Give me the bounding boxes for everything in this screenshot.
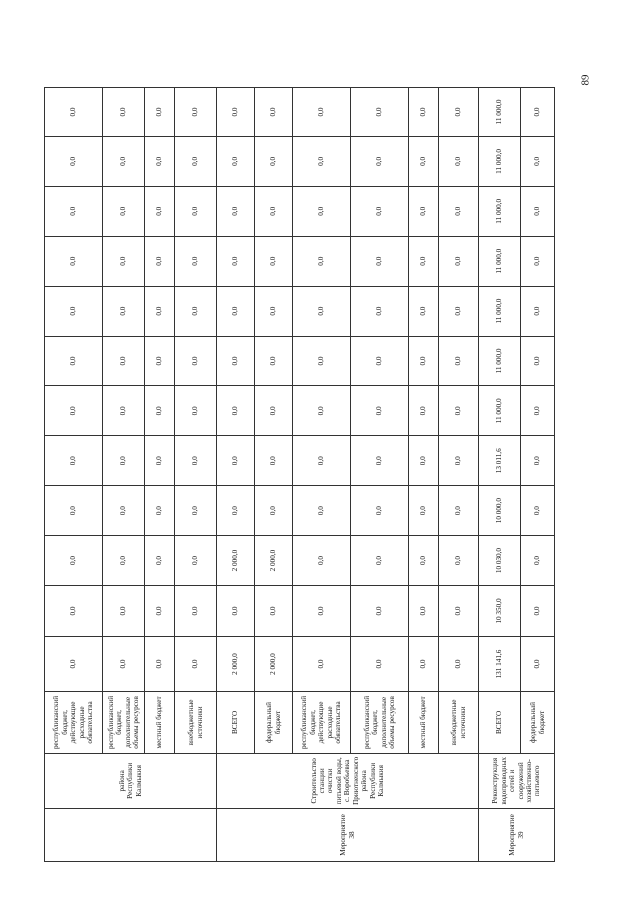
- value-cell: 0,0: [439, 186, 479, 236]
- value-cell: 0,0: [293, 636, 351, 691]
- value-cell: 0,0: [217, 585, 255, 636]
- table-row: [103, 88, 145, 862]
- value-cell: 0,0: [521, 386, 555, 436]
- value-cell: 0,0: [351, 336, 409, 386]
- value-cell: 0,0: [293, 585, 351, 636]
- value-cell: 0,0: [521, 186, 555, 236]
- table-row: [293, 88, 351, 862]
- value-cell: 0,0: [45, 336, 103, 386]
- budget-table: [44, 87, 555, 862]
- value-cell: 0,0: [103, 536, 145, 586]
- value-cell: 0,0: [217, 486, 255, 536]
- value-cell: 0,0: [145, 585, 175, 636]
- value-cell: 0,0: [45, 386, 103, 436]
- value-cell: 0,0: [293, 88, 351, 137]
- value-cell: 11 000,0: [479, 236, 521, 286]
- funding-source-cell: федеральный бюджет: [255, 692, 293, 754]
- value-cell: 0,0: [175, 136, 217, 186]
- value-cell: 0,0: [351, 136, 409, 186]
- value-cell: 0,0: [293, 336, 351, 386]
- value-cell: 0,0: [351, 386, 409, 436]
- value-cell: 0,0: [293, 536, 351, 586]
- value-cell: 0,0: [409, 636, 439, 691]
- event-cell: [45, 808, 217, 861]
- value-cell: 0,0: [521, 636, 555, 691]
- value-cell: 0,0: [145, 88, 175, 137]
- value-cell: 0,0: [521, 585, 555, 636]
- value-cell: 0,0: [217, 386, 255, 436]
- value-cell: 0,0: [255, 336, 293, 386]
- value-cell: 0,0: [45, 486, 103, 536]
- value-cell: 0,0: [217, 186, 255, 236]
- value-cell: 0,0: [255, 286, 293, 336]
- funding-source-cell: федеральный бюджет: [521, 692, 555, 754]
- value-cell: 0,0: [103, 136, 145, 186]
- value-cell: 0,0: [103, 436, 145, 486]
- value-cell: 0,0: [175, 536, 217, 586]
- value-cell: 0,0: [45, 436, 103, 486]
- value-cell: 0,0: [45, 88, 103, 137]
- value-cell: 0,0: [409, 486, 439, 536]
- value-cell: 0,0: [217, 136, 255, 186]
- value-cell: 0,0: [217, 88, 255, 137]
- value-cell: 10 350,0: [479, 585, 521, 636]
- value-cell: 0,0: [45, 186, 103, 236]
- description-cell: района Республики Калмыкия: [45, 753, 217, 808]
- value-cell: 0,0: [145, 136, 175, 186]
- value-cell: 0,0: [175, 186, 217, 236]
- funding-source-cell: республиканский бюджет, дополнительные объемы ресурсов: [351, 692, 409, 754]
- value-cell: 0,0: [255, 136, 293, 186]
- value-cell: 0,0: [45, 536, 103, 586]
- value-cell: 0,0: [521, 486, 555, 536]
- value-cell: 13 011,6: [479, 436, 521, 486]
- table-row: [479, 88, 521, 862]
- value-cell: 0,0: [439, 386, 479, 436]
- value-cell: 0,0: [45, 286, 103, 336]
- value-cell: 0,0: [103, 336, 145, 386]
- value-cell: 0,0: [145, 636, 175, 691]
- value-cell: 0,0: [103, 486, 145, 536]
- value-cell: 0,0: [409, 136, 439, 186]
- value-cell: 0,0: [175, 286, 217, 336]
- value-cell: 0,0: [439, 585, 479, 636]
- value-cell: 0,0: [521, 286, 555, 336]
- value-cell: 2 000,0: [255, 536, 293, 586]
- value-cell: 0,0: [409, 336, 439, 386]
- value-cell: 0,0: [351, 186, 409, 236]
- value-cell: 0,0: [521, 88, 555, 137]
- value-cell: 0,0: [293, 236, 351, 286]
- value-cell: 0,0: [175, 486, 217, 536]
- value-cell: 0,0: [439, 536, 479, 586]
- table-row: [45, 88, 103, 862]
- value-cell: 0,0: [293, 286, 351, 336]
- table-row: [145, 88, 175, 862]
- funding-source-cell: местный бюджет: [409, 692, 439, 754]
- value-cell: 0,0: [255, 88, 293, 137]
- value-cell: 11 000,0: [479, 136, 521, 186]
- value-cell: 0,0: [45, 136, 103, 186]
- value-cell: 0,0: [175, 636, 217, 691]
- value-cell: 0,0: [439, 336, 479, 386]
- value-cell: 0,0: [145, 186, 175, 236]
- value-cell: 131 141,6: [479, 636, 521, 691]
- value-cell: 0,0: [217, 336, 255, 386]
- value-cell: 2 000,0: [255, 636, 293, 691]
- value-cell: 0,0: [351, 585, 409, 636]
- value-cell: 0,0: [351, 536, 409, 586]
- value-cell: 0,0: [175, 585, 217, 636]
- value-cell: 0,0: [217, 436, 255, 486]
- value-cell: 0,0: [103, 386, 145, 436]
- value-cell: 0,0: [293, 436, 351, 486]
- value-cell: 0,0: [45, 636, 103, 691]
- value-cell: 11 000,0: [479, 286, 521, 336]
- value-cell: 0,0: [103, 585, 145, 636]
- table-row: [521, 88, 555, 862]
- value-cell: 0,0: [409, 286, 439, 336]
- value-cell: 0,0: [255, 386, 293, 436]
- value-cell: 0,0: [175, 88, 217, 137]
- value-cell: 11 000,0: [479, 88, 521, 137]
- value-cell: 0,0: [351, 486, 409, 536]
- value-cell: 0,0: [145, 486, 175, 536]
- value-cell: 0,0: [255, 486, 293, 536]
- value-cell: 0,0: [351, 236, 409, 286]
- value-cell: 10 000,0: [479, 486, 521, 536]
- value-cell: 0,0: [351, 636, 409, 691]
- value-cell: 0,0: [145, 436, 175, 486]
- value-cell: 0,0: [293, 386, 351, 436]
- table-row: [175, 88, 217, 862]
- value-cell: 0,0: [439, 286, 479, 336]
- funding-source-cell: республиканский бюджет, действующие расходные обязательства: [45, 692, 103, 754]
- value-cell: 0,0: [175, 386, 217, 436]
- rotated-table-wrapper: [44, 87, 546, 862]
- value-cell: 10 030,0: [479, 536, 521, 586]
- value-cell: 0,0: [409, 186, 439, 236]
- value-cell: 0,0: [521, 436, 555, 486]
- table-body: [45, 88, 555, 862]
- value-cell: 0,0: [103, 186, 145, 236]
- value-cell: 0,0: [409, 88, 439, 137]
- value-cell: 0,0: [439, 136, 479, 186]
- value-cell: 11 000,0: [479, 336, 521, 386]
- value-cell: 0,0: [439, 636, 479, 691]
- value-cell: 11 000,0: [479, 386, 521, 436]
- value-cell: 0,0: [255, 436, 293, 486]
- value-cell: 0,0: [351, 286, 409, 336]
- value-cell: 0,0: [409, 585, 439, 636]
- value-cell: 0,0: [521, 136, 555, 186]
- table-row: [351, 88, 409, 862]
- page-number: 89: [579, 74, 592, 86]
- value-cell: 0,0: [145, 536, 175, 586]
- funding-source-cell: внебюджетные источники: [439, 692, 479, 754]
- value-cell: 0,0: [521, 236, 555, 286]
- value-cell: 0,0: [175, 236, 217, 286]
- value-cell: 0,0: [175, 336, 217, 386]
- table-row: [217, 88, 255, 862]
- value-cell: 0,0: [351, 436, 409, 486]
- value-cell: 0,0: [351, 88, 409, 137]
- value-cell: 0,0: [103, 88, 145, 137]
- value-cell: 2 000,0: [217, 636, 255, 691]
- value-cell: 0,0: [439, 486, 479, 536]
- value-cell: 0,0: [45, 585, 103, 636]
- value-cell: 0,0: [145, 236, 175, 286]
- value-cell: 0,0: [145, 336, 175, 386]
- value-cell: 11 000,0: [479, 186, 521, 236]
- value-cell: 0,0: [255, 585, 293, 636]
- value-cell: 0,0: [409, 236, 439, 286]
- value-cell: 0,0: [45, 236, 103, 286]
- description-cell: Реконструкция водопроводных сетей и сооружений хозяйственно-питьевого: [479, 753, 555, 808]
- value-cell: 0,0: [293, 136, 351, 186]
- funding-source-cell: республиканский бюджет, действующие расходные обязательства: [293, 692, 351, 754]
- value-cell: 0,0: [439, 236, 479, 286]
- value-cell: 0,0: [103, 286, 145, 336]
- value-cell: 0,0: [175, 436, 217, 486]
- funding-source-cell: местный бюджет: [145, 692, 175, 754]
- value-cell: 0,0: [293, 486, 351, 536]
- table-row: [439, 88, 479, 862]
- funding-source-cell: ВСЕГО: [479, 692, 521, 754]
- value-cell: 0,0: [217, 286, 255, 336]
- value-cell: 0,0: [103, 236, 145, 286]
- value-cell: 0,0: [409, 386, 439, 436]
- funding-source-cell: ВСЕГО: [217, 692, 255, 754]
- value-cell: 0,0: [255, 186, 293, 236]
- funding-source-cell: республиканский бюджет, дополнительные объемы ресурсов: [103, 692, 145, 754]
- value-cell: 0,0: [521, 536, 555, 586]
- value-cell: 0,0: [409, 536, 439, 586]
- value-cell: 0,0: [439, 88, 479, 137]
- value-cell: 0,0: [409, 436, 439, 486]
- value-cell: 0,0: [145, 386, 175, 436]
- description-cell: Строительство станции очистки питьевой воды, с. Воробьевка Приютненского района Республики Калмыкия: [217, 753, 479, 808]
- value-cell: 0,0: [439, 436, 479, 486]
- value-cell: 0,0: [255, 236, 293, 286]
- table-row: [409, 88, 439, 862]
- table-row: [255, 88, 293, 862]
- value-cell: 0,0: [103, 636, 145, 691]
- value-cell: 2 000,0: [217, 536, 255, 586]
- value-cell: 0,0: [145, 286, 175, 336]
- event-cell: Мероприятие 38: [217, 808, 479, 861]
- value-cell: 0,0: [521, 336, 555, 386]
- value-cell: 0,0: [217, 236, 255, 286]
- funding-source-cell: внебюджетные источники: [175, 692, 217, 754]
- event-cell: Мероприятие 39: [479, 808, 555, 861]
- value-cell: 0,0: [293, 186, 351, 236]
